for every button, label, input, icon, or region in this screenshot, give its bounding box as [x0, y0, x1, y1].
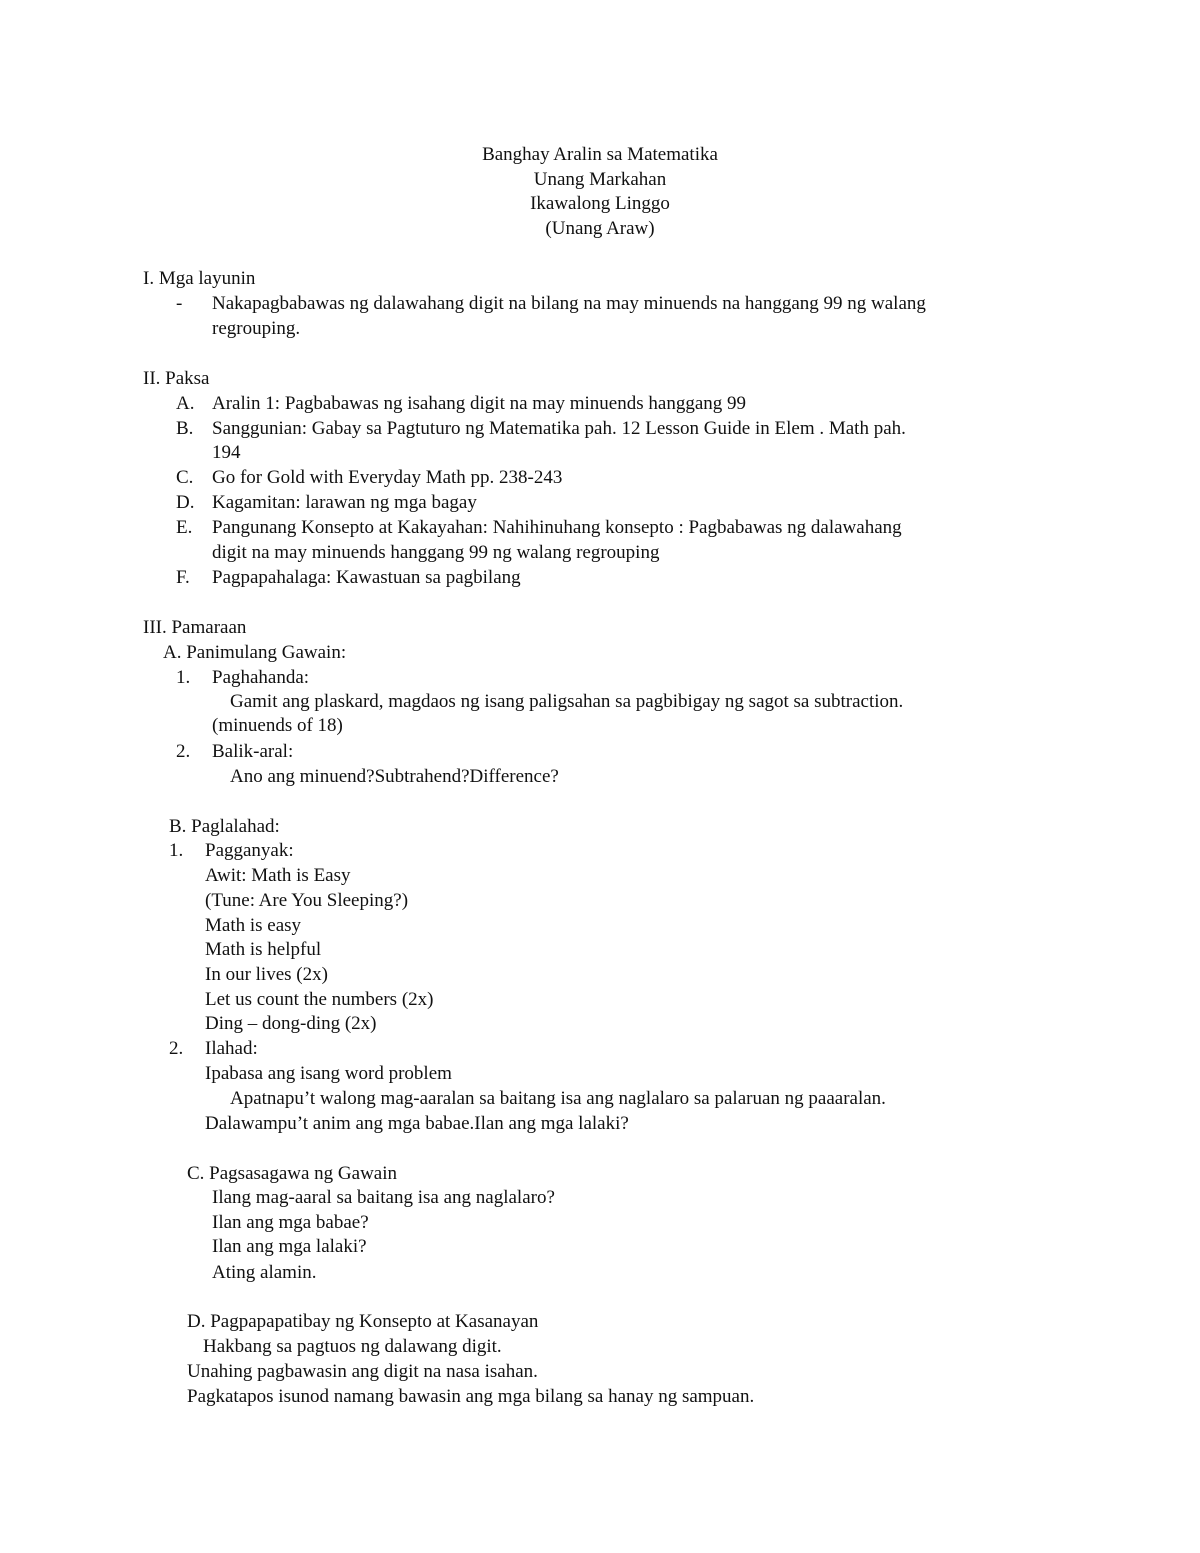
preparation-text-line2: (minuends of 18): [212, 715, 343, 736]
song-line: In our lives (2x): [205, 964, 328, 985]
part-a-heading: A. Panimulang Gawain:: [163, 642, 347, 663]
review-text: Ano ang minuend?Subtrahend?Difference?: [230, 766, 559, 787]
presentation-label: Ilahad:: [205, 1038, 258, 1059]
review-label: Balik-aral:: [212, 741, 294, 762]
topic-item-values: Pagpapahalaga: Kawastuan sa pagbilang: [212, 567, 521, 588]
song-line: Math is helpful: [205, 939, 322, 960]
song-line: Ding – dong-ding (2x): [205, 1013, 377, 1034]
activity-question: Ilang mag-aaral sa baitang isa ang naglalaro?: [212, 1187, 555, 1208]
activity-question: Ating alamin.: [212, 1262, 317, 1283]
word-problem-line2: Dalawampu’t anim ang mga babae.Ilan ang mga lalaki?: [205, 1113, 629, 1134]
topic-item-marker: A.: [176, 393, 195, 414]
song-line: Math is easy: [205, 915, 302, 936]
motivation-label: Pagganyak:: [205, 840, 294, 861]
word-problem-line1: Apatnapu’t walong mag-aaralan sa baitang isa ang naglalaro sa palaruan ng paaaralan.: [230, 1088, 886, 1109]
day-label: (Unang Araw): [545, 218, 655, 239]
topic-item-marker: C.: [176, 467, 194, 488]
section-objectives-heading: I. Mga layunin: [143, 268, 256, 289]
week-label: Ikawalong Linggo: [530, 193, 670, 214]
topic-item-concept-line2: digit na may minuends hanggang 99 ng walang regrouping: [212, 542, 660, 563]
objective-text-line2: regrouping.: [212, 318, 301, 339]
activity-question: Ilan ang mga lalaki?: [212, 1236, 367, 1257]
topic-item-reference-book: Go for Gold with Everyday Math pp. 238-243: [212, 467, 563, 488]
concept-step-line3: Pagkatapos isunod namang bawasin ang mga bilang sa hanay ng sampuan.: [187, 1386, 755, 1407]
topic-item-concept: Pangunang Konsepto at Kakayahan: Nahihinuhang konsepto : Pagbabawas ng dalawahang: [212, 517, 902, 538]
part-b-item-marker: 2.: [169, 1038, 184, 1059]
concept-step-line2: Unahing pagbawasin ang digit na nasa isahan.: [187, 1361, 538, 1382]
song-line: (Tune: Are You Sleeping?): [205, 890, 409, 911]
quarter-label: Unang Markahan: [533, 169, 667, 190]
section-topic-heading: II. Paksa: [143, 368, 210, 389]
part-b-heading: B. Paglalahad:: [169, 816, 280, 837]
topic-item-reference: Sanggunian: Gabay sa Pagtuturo ng Matematika pah. 12 Lesson Guide in Elem . Math pah.: [212, 418, 906, 439]
document-title: Banghay Aralin sa Matematika: [482, 144, 718, 165]
song-line: Awit: Math is Easy: [205, 865, 351, 886]
topic-item-marker: B.: [176, 418, 194, 439]
song-line: Let us count the numbers (2x): [205, 989, 434, 1010]
part-a-item-marker: 2.: [176, 741, 191, 762]
section-procedure-heading: III. Pamaraan: [143, 617, 247, 638]
part-c-heading: C. Pagsasagawa ng Gawain: [187, 1163, 398, 1184]
part-b-item-marker: 1.: [169, 840, 184, 861]
topic-item-marker: E.: [176, 517, 193, 538]
preparation-label: Paghahanda:: [212, 667, 310, 688]
concept-step-line1: Hakbang sa pagtuos ng dalawang digit.: [203, 1336, 502, 1357]
part-a-item-marker: 1.: [176, 667, 191, 688]
objective-bullet: -: [176, 293, 183, 314]
activity-question: Ilan ang mga babae?: [212, 1212, 369, 1233]
part-d-heading: D. Pagpapapatibay ng Konsepto at Kasanayan: [187, 1311, 539, 1332]
objective-text-line1: Nakapagbabawas ng dalawahang digit na bilang na may minuends na hanggang 99 ng walang: [212, 293, 926, 314]
preparation-text-line1: Gamit ang plaskard, magdaos ng isang paligsahan sa pagbibigay ng sagot sa subtraction.: [230, 691, 904, 712]
topic-item-materials: Kagamitan: larawan ng mga bagay: [212, 492, 477, 513]
topic-item-marker: D.: [176, 492, 195, 513]
topic-item-lesson: Aralin 1: Pagbabawas ng isahang digit na may minuends hanggang 99: [212, 393, 747, 414]
presentation-instruction: Ipabasa ang isang word problem: [205, 1063, 452, 1084]
topic-item-marker: F.: [176, 567, 190, 588]
topic-item-reference-line2: 194: [212, 442, 241, 463]
